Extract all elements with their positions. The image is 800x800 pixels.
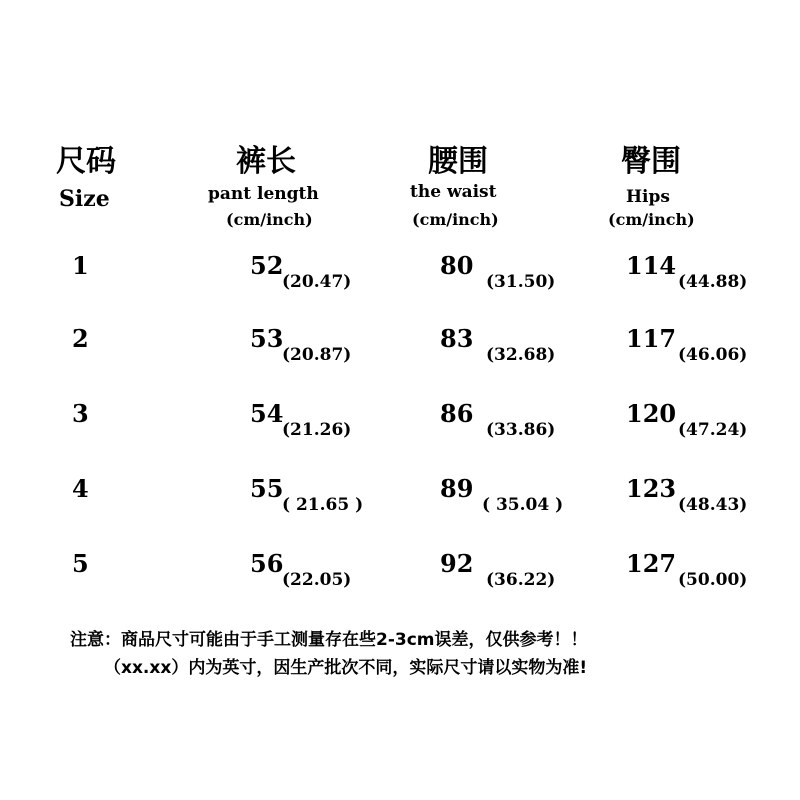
- waist-cm: 83: [440, 324, 474, 353]
- pant-length-inch: (20.47): [282, 272, 352, 292]
- table-row: [0, 325, 800, 375]
- pant-length-header-en: pant length: [208, 184, 319, 204]
- table-row: [0, 550, 800, 600]
- pant-length-cm: 52: [250, 251, 284, 280]
- hips-header-en: Hips: [626, 187, 670, 207]
- hips-inch: (48.43): [678, 495, 748, 515]
- hips-inch: (44.88): [678, 272, 748, 292]
- table-row: [0, 400, 800, 450]
- size-value: 4: [72, 474, 89, 503]
- waist-cm: 86: [440, 399, 474, 428]
- waist-unit: (cm/inch): [412, 210, 499, 229]
- hips-cm: 114: [626, 251, 677, 280]
- pant-length-header-cn: 裤长: [236, 144, 296, 179]
- waist-cm: 92: [440, 549, 474, 578]
- pant-length-inch: ( 21.65 ): [282, 495, 364, 515]
- note-line-2: （xx.xx）内为英寸，因生产批次不同，实际尺寸请以实物为准!: [104, 658, 588, 678]
- hips-cm: 117: [626, 324, 677, 353]
- hips-inch: (46.06): [678, 345, 748, 365]
- pant-length-inch: (20.87): [282, 345, 352, 365]
- note-line-1: 注意：商品尺寸可能由于手工测量存在些2-3cm误差，仅供参考！！: [70, 630, 588, 650]
- size-header-cn: 尺码: [56, 144, 116, 179]
- waist-header-cn: 腰围: [428, 144, 488, 179]
- pant-length-cm: 56: [250, 549, 284, 578]
- size-value: 1: [72, 251, 89, 280]
- hips-inch: (50.00): [678, 570, 748, 590]
- hips-cm: 120: [626, 399, 677, 428]
- hips-unit: (cm/inch): [608, 210, 695, 229]
- hips-header-cn: 臀围: [621, 144, 681, 179]
- pant-length-inch: (21.26): [282, 420, 352, 440]
- table-row: [0, 475, 800, 525]
- hips-cm: 123: [626, 474, 677, 503]
- waist-inch: (32.68): [486, 345, 556, 365]
- table-row: [0, 252, 800, 302]
- size-value: 5: [72, 549, 89, 578]
- size-value: 2: [72, 324, 89, 353]
- waist-inch: (31.50): [486, 272, 556, 292]
- pant-length-inch: (22.05): [282, 570, 352, 590]
- waist-header-en: the waist: [410, 182, 497, 202]
- size-value: 3: [72, 399, 89, 428]
- waist-cm: 89: [440, 474, 474, 503]
- waist-inch: (36.22): [486, 570, 556, 590]
- pant-length-unit: (cm/inch): [226, 210, 313, 229]
- waist-cm: 80: [440, 251, 474, 280]
- pant-length-cm: 54: [250, 399, 284, 428]
- waist-inch: ( 35.04 ): [482, 495, 564, 515]
- waist-inch: (33.86): [486, 420, 556, 440]
- pant-length-cm: 55: [250, 474, 284, 503]
- hips-cm: 127: [626, 549, 677, 578]
- pant-length-cm: 53: [250, 324, 284, 353]
- hips-inch: (47.24): [678, 420, 748, 440]
- size-header-en: Size: [59, 186, 110, 212]
